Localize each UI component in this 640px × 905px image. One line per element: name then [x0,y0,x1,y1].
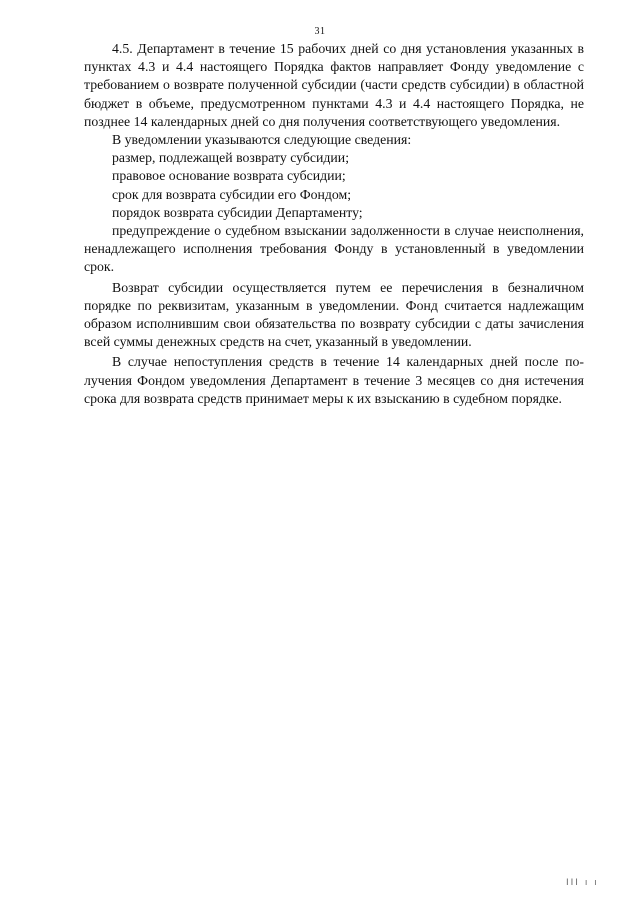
list-item: размер, подлежащей возврату субсидии; [112,150,350,166]
list-item: порядок возврата субсидии Департаменту; [112,204,363,220]
list-item: правовое основание возврата субсидии; [112,168,346,184]
paragraph-notice-intro: В уведомлении указываются следующие сведения: [112,132,412,148]
document-body [84,40,584,408]
list-item: предупреждение о судебном взыскании задолженности в случае неисполнения, ненадлежащего исполнения требования Фонду в установленный в уведомлении срок. [84,223,584,275]
list-item: срок для возврата субсидии его Фондом; [112,186,352,202]
paragraph-non-receipt: В случае непоступления средств в течение 14 календарных дней после получения Фондом уведомления Департамент в течение 3 месяцев со дня истечения срока для возврата средств принимает меры к их взысканию в судебном порядке. [84,354,584,406]
scan-corner-mark: III ı ı [566,878,599,888]
page-number: 31 [314,26,326,37]
paragraph-4-5: 4.5. Департамент в течение 15 рабочих дней со дня установления указанных в пунктах 4.3 и 4.4 настоящего Порядка фактов направляет Фонду уведомление с требованием о возврате полученной субсидии (части средств субсидии) в областной бюджет в объеме, предусмотренном пунктами 4.3 и 4.4 настоящего Порядка, не позднее 14 календарных дней со дня получения соответствующего уведомления. [84,41,584,129]
paragraph-refund-procedure: Возврат субсидии осуществляется путем ее перечисления в безналичном порядке по реквизитам, указанным в уведомлении. Фонд считается надлежащим образом исполнившим свои обязательства по возврату субсидии с даты зачисления всей суммы денежных средств на счет, указанный в уведомлении. [84,279,584,350]
